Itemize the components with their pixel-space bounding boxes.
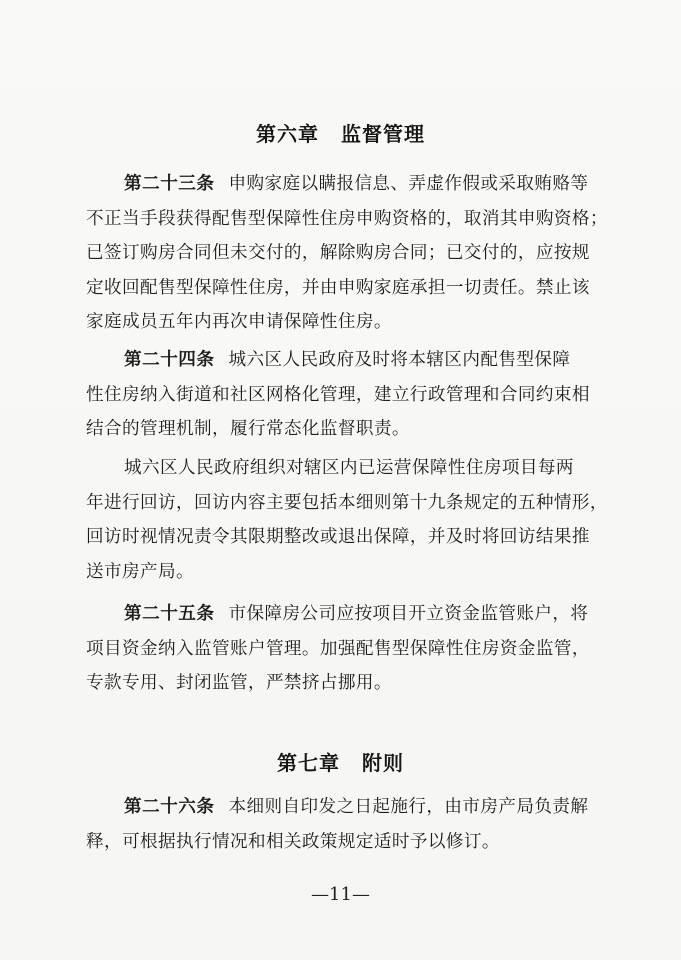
article-25-number: 第二十五条 — [124, 604, 215, 624]
article-23 — [86, 167, 606, 340]
article-26-line-1: 第二十六条 本细则自印发之日起施行，由市房产局负责解 — [124, 797, 589, 817]
article-24-line-2: 性住房纳入街道和社区网格化管理，建立行政管理和合同约束相 — [86, 384, 590, 405]
article-25-line-2: 项目资金纳入监管账户管理。加强配售型保障性住房资金监管， — [86, 638, 590, 659]
chapter-7-number: 第七章 — [277, 751, 340, 775]
article-25 — [86, 597, 606, 701]
article-24-p2-line-1: 城六区人民政府组织对辖区内已运营保障性住房项目每两 — [124, 458, 574, 478]
article-23-line-2: 不正当手段获得配售型保障性住房申购资格的，取消其申购资格； — [86, 208, 608, 229]
article-25-line-1: 第二十五条 市保障房公司应按项目开立资金监管账户，将 — [124, 604, 589, 624]
article-26-line-2: 释，可根据执行情况和相关政策规定适时予以修订。 — [86, 831, 500, 852]
chapter-7-title — [0, 747, 681, 776]
article-26 — [86, 790, 606, 859]
chapter-6-name: 监督管理 — [341, 122, 425, 146]
chapter-6-title — [0, 118, 681, 147]
chapter-6-number: 第六章 — [256, 122, 319, 146]
article-24-paragraph-2 — [86, 451, 606, 589]
article-24-p2-line-4: 送市房产局。 — [86, 561, 194, 582]
article-25-line-3: 专款专用、封闭监管，严禁挤占挪用。 — [86, 673, 392, 693]
article-23-line-5: 家庭成员五年内再次申请保障性住房。 — [86, 312, 392, 332]
article-24-line-1: 第二十四条 城六区人民政府及时将本辖区内配售型保障 — [124, 350, 571, 370]
page-number: —11— — [311, 884, 370, 905]
article-23-number: 第二十三条 — [124, 174, 215, 194]
article-26-number: 第二十六条 — [124, 797, 215, 817]
chapter-7-name: 附则 — [362, 751, 404, 775]
article-23-line-3: 已签订购房合同但未交付的，解除购房合同；已交付的，应按规 — [86, 243, 590, 263]
article-24-p2-line-3: 回访时视情况责令其限期整改或退出保障，并及时将回访结果推 — [86, 527, 590, 547]
article-24-p2-line-2: 年进行回访，回访内容主要包括本细则第十九条规定的五种情形， — [86, 492, 608, 513]
article-24-line-3: 结合的管理机制，履行常态化监督职责。 — [86, 419, 410, 439]
article-24-number: 第二十四条 — [124, 350, 215, 370]
article-23-line-1: 第二十三条 申购家庭以瞒报信息、弄虚作假或采取贿赂等 — [124, 174, 589, 194]
article-23-line-4: 定收回配售型保障性住房，并由申购家庭承担一切责任。禁止该 — [86, 277, 590, 298]
article-24 — [86, 343, 606, 447]
